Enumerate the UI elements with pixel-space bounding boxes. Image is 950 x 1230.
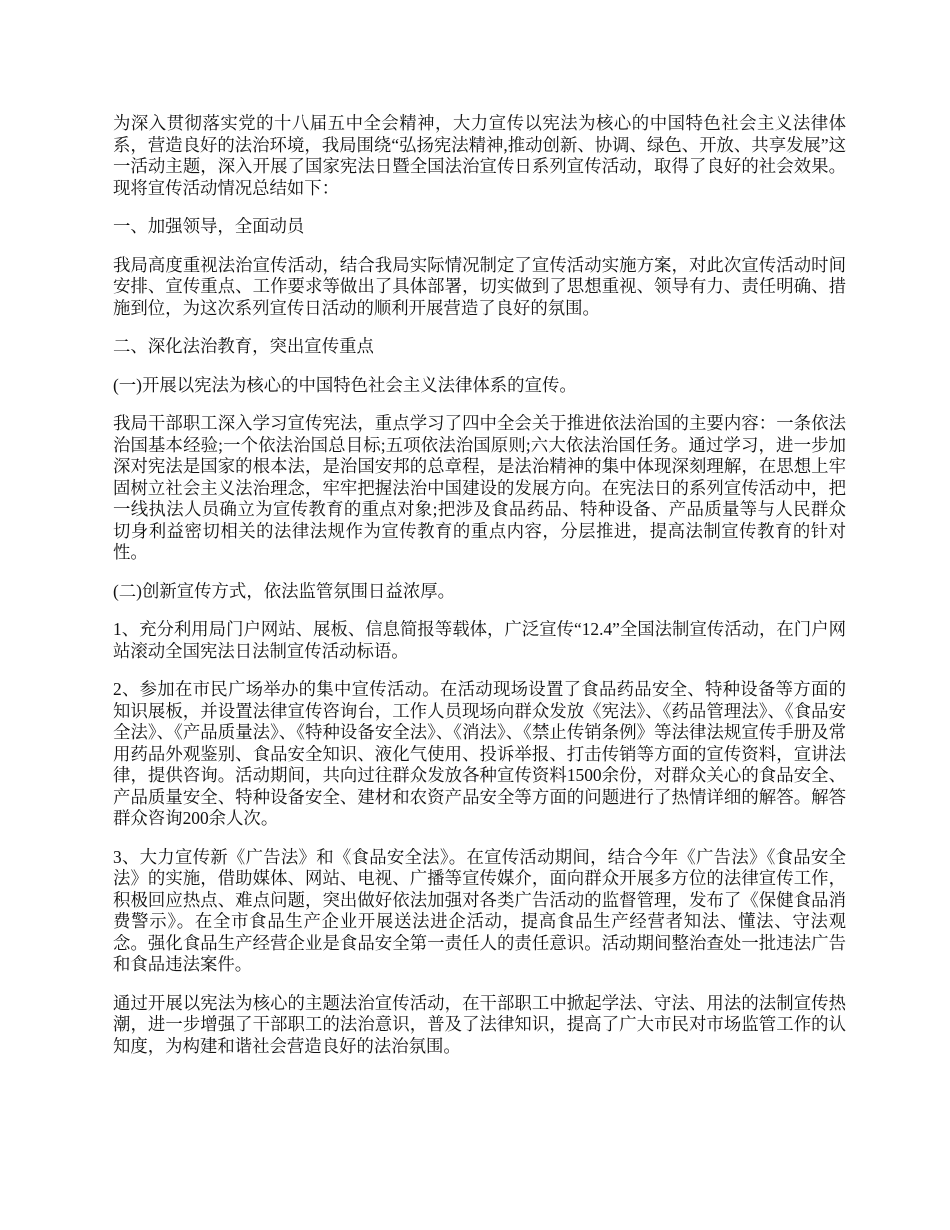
- subsection-heading-2: (二)创新宣传方式，依法监管氛围日益浓厚。: [113, 580, 456, 601]
- section-1-paragraph: 我局高度重视法治宣传活动，结合我局实际情况制定了宣传活动实施方案，对此次宣传活动时间安排、宣传重点、工作要求等做出了具体部署，切实做到了思想重视、领导有力、责任明确、措施到位，为这次系列宣传日活动的顺利开展营造了良好的氛围。: [113, 254, 846, 318]
- list-item-3: 3、大力宣传新《广告法》和《食品安全法》。在宣传活动期间，结合今年《广告法》《食品安全法》的实施，借助媒体、网站、电视、广播等宣传媒介，面向群众开展多方位的法律宣传工作，积极回应热点、难点问题，突出做好依法加强对各类广告活动的监督管理，发布了《保健食品消费警示》。在全市食品生产企业开展送法进企活动，提高食品生产经营者知法、懂法、守法观念。强化食品生产经营企业是食品安全第一责任人的责任意识。活动期间整治查处一批违法广告和食品违法案件。: [113, 846, 846, 974]
- list-item-2: 2、参加在市民广场举办的集中宣传活动。在活动现场设置了食品药品安全、特种设备等方面的知识展板，并设置法律宣传咨询台，工作人员现场向群众发放《宪法》、《药品管理法》、《食品安全法》、《产品质量法》、《特种设备安全法》、《消法》、《禁止传销条例》等法律法规宣传手册及常用药品外观鉴别、食品安全知识、液化气使用、投诉举报、打击传销等方面的宣传资料，宣讲法律，提供咨询。活动期间，共向过往群众发放各种宣传资料1500余份，对群众关心的食品安全、产品质量安全、特种设备安全、建材和农资产品安全等方面的问题进行了热情详细的解答。解答群众咨询200余人次。: [113, 679, 846, 828]
- intro-paragraph: 为深入贯彻落实党的十八届五中全会精神，大力宣传以宪法为核心的中国特色社会主义法律体系，营造良好的法治环境，我局围绕“弘扬宪法精神,推动创新、协调、绿色、开放、共享发展”这一活动主题，深入开展了国家宪法日暨全国法治宣传日系列宣传活动，取得了良好的社会效果。现将宣传活动情况总结如下：: [113, 113, 846, 198]
- document-page: [113, 113, 846, 1074]
- list-item-1: 1、充分利用局门户网站、展板、信息简报等载体，广泛宣传“12.4”全国法制宣传活动，在门户网站滚动全国宪法日法制宣传活动标语。: [113, 619, 846, 661]
- section-heading-2: 二、深化法治教育，突出宣传重点: [113, 336, 374, 356]
- section-heading-1: 一、加强领导，全面动员: [113, 216, 305, 236]
- conclusion-paragraph: 通过开展以宪法为核心的主题法治宣传活动，在干部职工中掀起学法、守法、用法的法制宣传热潮，进一步增强了干部职工的法治意识，普及了法律知识，提高了广大市民对市场监管工作的认知度，为构建和谐社会营造良好的法治氛围。: [113, 992, 846, 1056]
- subsection-heading-1: (一)开展以宪法为核心的中国特色社会主义法律体系的宣传。: [113, 374, 577, 395]
- subsection-1-paragraph: 我局干部职工深入学习宣传宪法，重点学习了四中全会关于推进依法治国的主要内容：一条依法治国基本经验;一个依法治国总目标;五项依法治国原则;六大依法治国任务。通过学习，进一步加深对宪法是国家的根本法，是治国安邦的总章程，是法治精神的集中体现深刻理解，在思想上牢固树立社会主义法治理念，牢牢把握法治中国建设的发展方向。在宪法日的系列宣传活动中，把一线执法人员确立为宣传教育的重点对象;把涉及食品药品、特种设备、产品质量等与人民群众切身利益密切相关的法律法规作为宣传教育的重点内容，分层推进，提高法制宣传教育的针对性。: [113, 413, 846, 562]
